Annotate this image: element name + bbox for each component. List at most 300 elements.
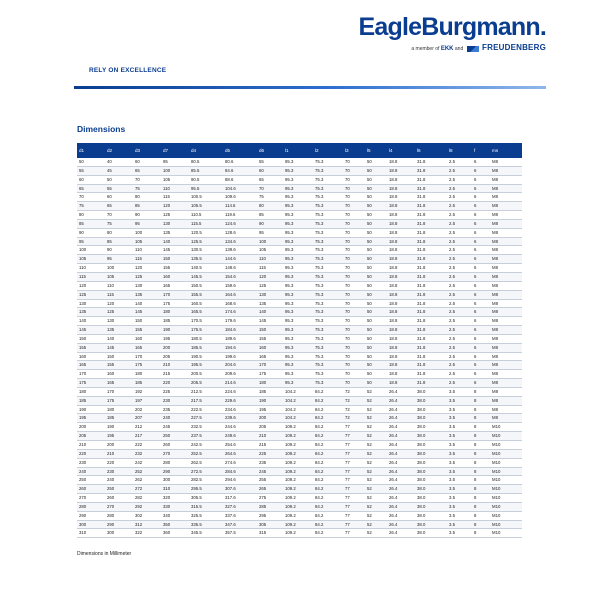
table-row (77, 529, 522, 538)
table-cell: 77 (343, 423, 365, 432)
table-cell: 2.5 (447, 237, 472, 246)
table-cell: 18.8 (387, 228, 415, 237)
table-cell: 18.8 (387, 317, 415, 326)
table-cell: 75.3 (313, 166, 343, 175)
table-cell: 175.5 (189, 326, 223, 335)
table-cell: 125.5 (189, 237, 223, 246)
table-cell: M8 (490, 396, 522, 405)
table-cell: 295 (257, 511, 283, 520)
table-cell: 38.0 (415, 529, 447, 538)
table-cell: 109.2 (283, 520, 313, 529)
table-cell: 95.3 (283, 326, 313, 335)
table-cell: 185 (161, 317, 189, 326)
table-cell: 52 (365, 458, 387, 467)
table-cell: 155.5 (189, 290, 223, 299)
table-cell: 6 (472, 343, 490, 352)
table-cell: 295.5 (189, 485, 223, 494)
table-cell: 95.3 (283, 290, 313, 299)
table-cell: 175 (257, 370, 283, 379)
table-cell: 52 (365, 502, 387, 511)
table-cell: 135 (257, 299, 283, 308)
table-row (77, 379, 522, 388)
table-cell: 6 (472, 219, 490, 228)
table-cell: M8 (490, 290, 522, 299)
table-cell: 75.3 (313, 228, 343, 237)
table-cell: 272.5 (189, 467, 223, 476)
table-cell: 159.6 (223, 281, 257, 290)
table-cell: 38.0 (415, 387, 447, 396)
table-cell: 310 (161, 485, 189, 494)
table-cell: 109.2 (283, 449, 313, 458)
table-cell: 200 (257, 414, 283, 423)
member-text: a member of (411, 46, 440, 52)
table-cell: 50 (365, 264, 387, 273)
table-cell: 75.3 (313, 158, 343, 166)
table-cell: 105.5 (189, 202, 223, 211)
table-cell: 205 (257, 423, 283, 432)
table-row (77, 281, 522, 290)
table-cell: 75.3 (313, 299, 343, 308)
table-cell: 77 (343, 476, 365, 485)
table-cell: M8 (490, 343, 522, 352)
table-cell: M8 (490, 228, 522, 237)
table-cell: 18.8 (387, 379, 415, 388)
table-cell: 100 (161, 166, 189, 175)
table-cell: 95.3 (283, 246, 313, 255)
table-cell: 150 (105, 352, 133, 361)
table-cell: 8 (472, 458, 490, 467)
table-cell: 125 (77, 290, 105, 299)
table-cell: 85 (105, 237, 133, 246)
table-cell: 45 (105, 166, 133, 175)
table-cell: M8 (490, 272, 522, 281)
table-cell: 84.2 (313, 458, 343, 467)
table-cell: 2.5 (447, 352, 472, 361)
table-cell: 65 (105, 202, 133, 211)
table-cell: 90 (133, 211, 161, 220)
table-cell: 18.8 (387, 343, 415, 352)
table-cell: 235 (161, 405, 189, 414)
table-cell: 50 (365, 175, 387, 184)
table-cell: 80 (105, 228, 133, 237)
table-cell: 18.8 (387, 184, 415, 193)
table-cell: 249.6 (223, 432, 257, 441)
table-cell: 31.8 (415, 352, 447, 361)
table-row (77, 326, 522, 335)
table-cell: 300 (161, 476, 189, 485)
table-cell: M8 (490, 255, 522, 264)
column-header: f (472, 143, 490, 158)
table-cell: 52 (365, 511, 387, 520)
table-cell: 31.8 (415, 237, 447, 246)
table-cell: 18.8 (387, 326, 415, 335)
table-cell: 180 (133, 370, 161, 379)
table-cell: 2.5 (447, 326, 472, 335)
table-cell: 50 (105, 175, 133, 184)
table-cell: 205 (161, 352, 189, 361)
ekk-logo: EKK (440, 46, 454, 52)
table-cell: 109.2 (283, 432, 313, 441)
table-cell: 315 (257, 529, 283, 538)
table-cell: 31.8 (415, 246, 447, 255)
table-cell: 50 (365, 308, 387, 317)
table-cell: M10 (490, 423, 522, 432)
table-cell: M8 (490, 184, 522, 193)
table-row (77, 467, 522, 476)
table-cell: 84.2 (313, 485, 343, 494)
table-cell: 224.6 (223, 387, 257, 396)
table-row (77, 396, 522, 405)
table-cell: 135 (77, 308, 105, 317)
table-cell: 6 (472, 361, 490, 370)
table-row (77, 299, 522, 308)
table-cell: 2.5 (447, 308, 472, 317)
table-cell: M8 (490, 379, 522, 388)
table-cell: 70 (105, 211, 133, 220)
table-cell: 230 (161, 396, 189, 405)
table-cell: 164.6 (223, 290, 257, 299)
table-cell: 160 (105, 370, 133, 379)
table-cell: 140 (257, 308, 283, 317)
table-cell: 184.6 (223, 326, 257, 335)
table-cell: 75 (77, 202, 105, 211)
table-cell: 242.5 (189, 441, 223, 450)
table-cell: 6 (472, 272, 490, 281)
table-cell: 70 (343, 326, 365, 335)
table-cell: 77 (343, 520, 365, 529)
table-body (77, 158, 522, 538)
table-cell: 18.8 (387, 290, 415, 299)
column-header: d6 (257, 143, 283, 158)
table-row (77, 370, 522, 379)
table-cell: 260 (77, 485, 105, 494)
table-cell: 185 (257, 387, 283, 396)
table-cell: M8 (490, 246, 522, 255)
table-cell: 170 (77, 370, 105, 379)
table-cell: 6 (472, 158, 490, 166)
table-cell: 150 (133, 317, 161, 326)
table-cell: 240 (161, 414, 189, 423)
table-cell: 195 (257, 405, 283, 414)
table-cell: 2.5 (447, 264, 472, 273)
table-cell: 274.6 (223, 458, 257, 467)
table-cell: 26.4 (387, 458, 415, 467)
table-cell: 290 (161, 467, 189, 476)
table-cell: 38.0 (415, 511, 447, 520)
table-cell: 220 (77, 449, 105, 458)
table-cell: 26.4 (387, 511, 415, 520)
table-cell: 210 (77, 441, 105, 450)
table-cell: 18.8 (387, 237, 415, 246)
table-cell: 70 (343, 219, 365, 228)
table-cell: 95.3 (283, 202, 313, 211)
table-cell: 105 (161, 175, 189, 184)
table-cell: 145 (257, 317, 283, 326)
table-cell: 100 (77, 246, 105, 255)
table-cell: 185 (77, 396, 105, 405)
table-cell: 26.4 (387, 441, 415, 450)
table-cell: 134.6 (223, 237, 257, 246)
table-cell: 31.8 (415, 193, 447, 202)
table-cell: 115 (257, 264, 283, 273)
table-cell: 38.0 (415, 441, 447, 450)
table-cell: 294.6 (223, 476, 257, 485)
table-cell: 95.3 (283, 281, 313, 290)
table-cell: 330 (161, 502, 189, 511)
table-cell: 3.5 (447, 396, 472, 405)
table-cell: 77 (343, 432, 365, 441)
table-cell: 285 (257, 502, 283, 511)
table-cell: 335.5 (189, 520, 223, 529)
table-cell: 109.2 (283, 467, 313, 476)
table-cell: 75.3 (313, 246, 343, 255)
table-cell: 75.3 (313, 361, 343, 370)
table-cell: 104.2 (283, 414, 313, 423)
table-cell: 70 (343, 343, 365, 352)
table-cell: 180 (77, 387, 105, 396)
table-cell: 31.8 (415, 281, 447, 290)
table-cell: 3.5 (447, 423, 472, 432)
table-cell: 130.5 (189, 246, 223, 255)
table-cell: 135 (133, 290, 161, 299)
table-cell: 140 (161, 237, 189, 246)
table-cell: 205 (77, 432, 105, 441)
table-cell: 6 (472, 193, 490, 202)
table-row (77, 511, 522, 520)
table-cell: 85.5 (189, 166, 223, 175)
table-cell: 168.6 (223, 299, 257, 308)
table-cell: 272 (133, 485, 161, 494)
table-cell: 95.3 (283, 175, 313, 184)
table-cell: 2.5 (447, 166, 472, 175)
table-cell: 75.3 (313, 334, 343, 343)
table-cell: 327.6 (223, 502, 257, 511)
table-cell: 255 (257, 476, 283, 485)
table-cell: 104.2 (283, 387, 313, 396)
column-header: ms (490, 143, 522, 158)
table-cell: 2.5 (447, 158, 472, 166)
table-cell: M8 (490, 352, 522, 361)
table-cell: 75.3 (313, 308, 343, 317)
table-cell: 202 (133, 405, 161, 414)
table-cell: 300 (105, 529, 133, 538)
table-cell: 75.3 (313, 281, 343, 290)
table-cell: M8 (490, 211, 522, 220)
table-cell: 245 (257, 467, 283, 476)
table-cell: 38.0 (415, 520, 447, 529)
table-cell: 120 (161, 202, 189, 211)
table-cell: 75.3 (313, 193, 343, 202)
table-cell: 75.3 (313, 326, 343, 335)
table-cell: 72 (343, 405, 365, 414)
table-cell: 95.5 (189, 184, 223, 193)
table-cell: 230 (105, 467, 133, 476)
table-cell: 120 (77, 281, 105, 290)
table-cell: 130 (161, 219, 189, 228)
table-cell: 50 (77, 158, 105, 166)
table-cell: 165 (133, 343, 161, 352)
table-cell: 31.8 (415, 308, 447, 317)
table-cell: 145 (133, 308, 161, 317)
table-cell: 18.8 (387, 272, 415, 281)
table-cell: 155 (105, 361, 133, 370)
table-cell: 31.8 (415, 264, 447, 273)
table-cell: 130 (133, 281, 161, 290)
table-cell: 6 (472, 202, 490, 211)
table-cell: 84.6 (223, 166, 257, 175)
table-cell: 8 (472, 387, 490, 396)
table-cell: 80.6 (223, 158, 257, 166)
table-cell: 26.4 (387, 494, 415, 503)
table-cell: 77 (343, 467, 365, 476)
table-cell: 6 (472, 184, 490, 193)
table-cell: 8 (472, 485, 490, 494)
table-cell: 212 (133, 423, 161, 432)
table-row (77, 166, 522, 175)
table-cell: 6 (472, 237, 490, 246)
table-cell: 18.8 (387, 352, 415, 361)
table-cell: 8 (472, 511, 490, 520)
table-cell: 84.2 (313, 414, 343, 423)
table-cell: 6 (472, 334, 490, 343)
table-cell: 262 (133, 476, 161, 485)
table-row (77, 361, 522, 370)
table-cell: 85 (133, 202, 161, 211)
table-row (77, 502, 522, 511)
column-header: d7 (161, 143, 189, 158)
table-cell: 70 (343, 193, 365, 202)
table-cell: 31.8 (415, 326, 447, 335)
table-cell: 197 (133, 396, 161, 405)
table-cell: 6 (472, 379, 490, 388)
table-cell: 165 (257, 352, 283, 361)
table-cell: 95 (77, 237, 105, 246)
table-cell: 70 (343, 246, 365, 255)
table-row (77, 387, 522, 396)
table-cell: 70 (343, 299, 365, 308)
table-cell: 31.8 (415, 370, 447, 379)
table-cell: 128.6 (223, 228, 257, 237)
slogan: RELY ON EXCELLENCE (89, 67, 167, 74)
table-cell: 95.3 (283, 211, 313, 220)
table-cell: 95 (105, 255, 133, 264)
table-cell: 38.0 (415, 396, 447, 405)
table-cell: 8 (472, 520, 490, 529)
table-cell: M10 (490, 502, 522, 511)
table-cell: 190 (105, 423, 133, 432)
table-cell: 2.5 (447, 370, 472, 379)
table-cell: 31.8 (415, 166, 447, 175)
table-cell: 18.8 (387, 219, 415, 228)
table-cell: 6 (472, 175, 490, 184)
table-cell: 2.5 (447, 184, 472, 193)
table-cell: 207 (133, 414, 161, 423)
freudenberg-mark-icon (467, 46, 479, 52)
table-cell: 105 (257, 246, 283, 255)
table-cell: 95.3 (283, 379, 313, 388)
table-cell: 199.6 (223, 352, 257, 361)
table-row (77, 423, 522, 432)
table-cell: 312 (133, 520, 161, 529)
table-cell: 3.5 (447, 387, 472, 396)
table-cell: 52 (365, 494, 387, 503)
table-cell: 52 (365, 449, 387, 458)
table-cell: 200 (77, 423, 105, 432)
table-cell: 31.8 (415, 202, 447, 211)
table-cell: 150 (77, 334, 105, 343)
table-cell: 6 (472, 211, 490, 220)
table-cell: 192 (133, 387, 161, 396)
table-cell: 52 (365, 405, 387, 414)
table-cell: 260 (105, 494, 133, 503)
table-cell: 105 (77, 255, 105, 264)
table-cell: 185.5 (189, 343, 223, 352)
table-cell: 77 (343, 511, 365, 520)
table-cell: 110 (161, 184, 189, 193)
table-cell: 175 (77, 379, 105, 388)
table-cell: 270 (105, 502, 133, 511)
table-cell: 100.5 (189, 193, 223, 202)
table-cell: 95.3 (283, 352, 313, 361)
table-cell: 170 (257, 361, 283, 370)
table-cell: 8 (472, 441, 490, 450)
table-cell: 125 (161, 211, 189, 220)
table-cell: 18.8 (387, 264, 415, 273)
table-cell: 179.6 (223, 317, 257, 326)
table-cell: 90 (257, 219, 283, 228)
table-cell: 220 (105, 458, 133, 467)
table-row (77, 255, 522, 264)
table-cell: 3.5 (447, 414, 472, 423)
table-row (77, 290, 522, 299)
table-cell: 72 (343, 396, 365, 405)
table-cell: 145 (161, 246, 189, 255)
column-header: l5 (365, 143, 387, 158)
table-cell: 6 (472, 352, 490, 361)
table-cell: 227.5 (189, 414, 223, 423)
table-cell: 75.3 (313, 343, 343, 352)
table-cell: 75 (257, 193, 283, 202)
freudenberg-logo: FREUDENBERG (482, 43, 546, 52)
table-cell: 70 (343, 334, 365, 343)
table-cell: 80.5 (189, 158, 223, 166)
table-cell: 95.3 (283, 361, 313, 370)
table-cell: 70 (343, 202, 365, 211)
table-cell: 8 (472, 476, 490, 485)
table-cell: 90 (105, 246, 133, 255)
table-cell: 38.0 (415, 414, 447, 423)
table-cell: 95.3 (283, 228, 313, 237)
table-cell: M10 (490, 467, 522, 476)
table-cell: 165 (77, 361, 105, 370)
table-row (77, 476, 522, 485)
table-cell: 110 (133, 246, 161, 255)
table-cell: M10 (490, 511, 522, 520)
table-cell: 26.4 (387, 423, 415, 432)
table-cell: 31.8 (415, 211, 447, 220)
table-cell: 160 (257, 343, 283, 352)
table-cell: 75 (105, 219, 133, 228)
table-row (77, 352, 522, 361)
table-cell: 110 (257, 255, 283, 264)
table-cell: M10 (490, 520, 522, 529)
table-cell: 180.5 (189, 334, 223, 343)
table-cell: 50 (365, 334, 387, 343)
table-cell: 3.5 (447, 511, 472, 520)
table-cell: 2.5 (447, 317, 472, 326)
table-row (77, 334, 522, 343)
table-cell: 2.5 (447, 202, 472, 211)
